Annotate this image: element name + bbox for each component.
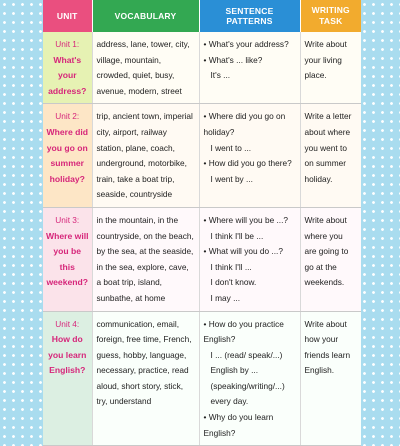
sentence-pattern: I ... (read/ speak/...) English by ... (speaking/writing/...) every day. [210,349,285,407]
sentence-pattern: • Where will you be ...? [203,214,289,225]
table-row [43,32,361,104]
sentence-pattern: • How do you practice English? [203,318,284,345]
unit-number: Unit 4: [55,318,80,329]
lesson-table [43,0,361,446]
header-writing-task [300,0,361,32]
sentence-patterns-cell [199,104,300,208]
vocabulary-cell: address, lane, tower, city, village, mountain, crowded, quiet, busy, avenue, modern, street [92,32,199,104]
sentence-pattern: I don't know. [210,277,257,288]
unit-cell [43,104,92,208]
writing-task-cell: Write a letter about where you went to on summer holiday. [300,104,361,208]
vocabulary-cell: trip, ancient town, imperial city, airport, railway station, plane, coach, underground, motorbike, train, take a boat trip, seaside, countryside [92,104,199,208]
sentence-pattern: I went to ... [210,142,252,153]
sentence-pattern: • What's your address? [203,39,289,49]
unit-question: How do you learn English? [48,334,87,376]
header-vocabulary: VOCABULARY [92,0,199,32]
vocabulary-cell: in the mountain, in the countryside, on the beach, by the sea, at the seaside, in the sea, explore, cave, a boat trip, island, sunbathe, at home [92,207,199,311]
unit-question: Where did you go on summer holiday? [46,126,89,184]
header-writing-task-line1: WRITING [311,5,350,15]
sentence-pattern: I think I'll be ... [210,230,264,241]
sentence-pattern: • Where did you go on holiday? [203,111,286,137]
lesson-table-sheet [43,0,361,438]
sentence-pattern: It's ... [210,70,231,81]
sentence-patterns-cell [199,311,300,446]
header-writing-task-line2: TASK [319,16,343,26]
sentence-patterns-cell [199,207,300,311]
writing-task-cell: Write about where you are going to go at the weekends. [300,207,361,311]
sentence-pattern: • Why do you learn English? [203,412,274,438]
header-sentence-patterns: SENTENCE PATTERNS [199,0,300,32]
unit-number: Unit 2: [55,111,80,122]
table-row [43,104,361,208]
unit-cell [43,311,92,446]
writing-task-cell: Write about your living place. [300,32,361,104]
unit-question: What's your address? [48,54,87,96]
unit-question: Where will you be this weekend? [46,230,89,288]
unit-cell [43,207,92,311]
header-unit: UNIT [43,0,92,32]
unit-cell [43,32,92,104]
writing-task-cell: Write about how your friends learn English. [300,311,361,446]
table-row [43,311,361,446]
sentence-pattern: I may ... [210,292,241,303]
sentence-pattern: • What will you do ...? [203,246,283,257]
sentence-patterns-cell [199,32,300,104]
header-row [43,0,361,32]
sentence-pattern: I think I'll ... [210,261,252,272]
unit-number: Unit 1: [55,39,80,49]
sentence-pattern: • What's ... like? [203,54,263,65]
sentence-pattern: • How did you go there? [203,158,292,169]
unit-number: Unit 3: [55,214,80,225]
vocabulary-cell: communication, email, foreign, free time, French, guess, hobby, language, necessary, practice, read aloud, short story, stick, try, understand [92,311,199,446]
table-row [43,207,361,311]
sentence-pattern: I went by ... [210,173,253,184]
